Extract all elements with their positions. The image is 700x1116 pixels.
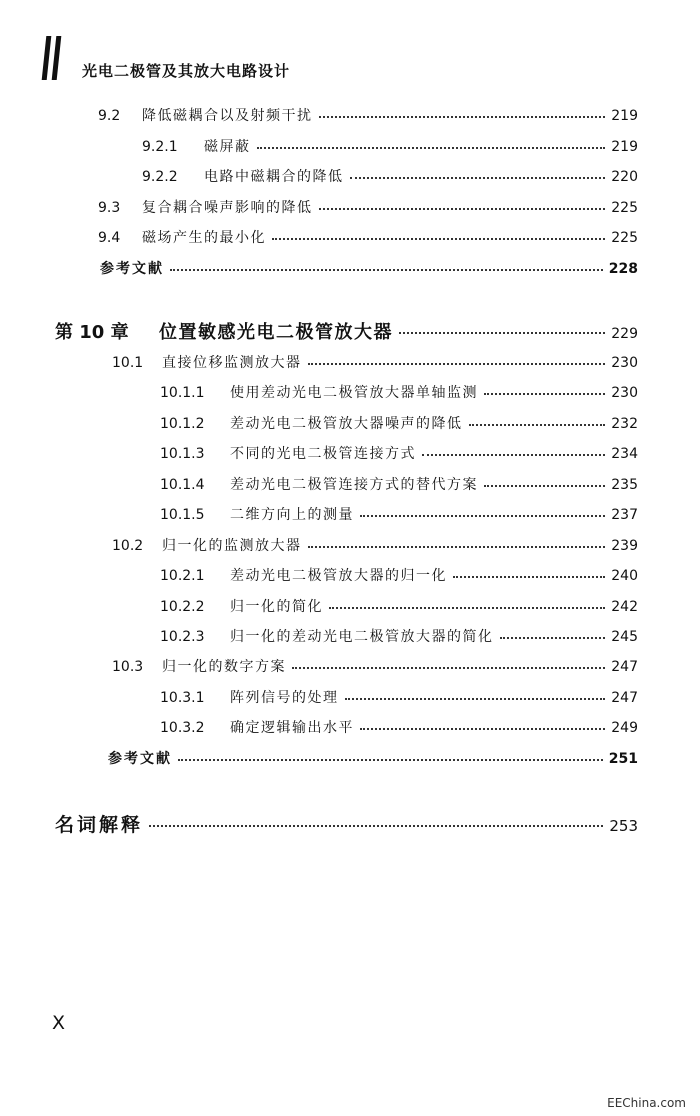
section-title: 归一化的差动光电二极管放大器的简化	[230, 629, 494, 645]
section-number: 9.4	[98, 230, 121, 246]
dot-leader	[319, 208, 606, 210]
section-title: 阵列信号的处理	[230, 690, 339, 706]
toc-entry-references-ch9[interactable]	[100, 258, 638, 278]
section-number: 9.2	[98, 108, 121, 124]
dot-leader	[329, 607, 605, 609]
section-title: 确定逻辑输出水平	[230, 720, 354, 736]
section-number: 10.2.2	[160, 599, 205, 615]
page-number: 249	[611, 720, 638, 736]
section-title: 磁屏蔽	[204, 139, 251, 155]
toc-entry-10-2-2[interactable]	[160, 596, 638, 616]
page-number: 247	[611, 659, 638, 675]
section-number: 10.1	[112, 355, 144, 371]
section-title: 参考文献	[108, 751, 172, 767]
page-number: 251	[608, 751, 638, 767]
toc-entry-10-2-3[interactable]	[160, 626, 638, 646]
section-title: 名词解释	[55, 814, 144, 836]
page-number: 230	[611, 355, 638, 371]
dot-leader	[292, 667, 605, 669]
toc-entry-10-3-1[interactable]	[160, 687, 638, 707]
section-number: 10.1.4	[160, 477, 205, 493]
section-number: 10.3.1	[160, 690, 205, 706]
page-number: 253	[609, 817, 638, 835]
section-number: 9.2.1	[142, 139, 178, 155]
section-title: 参考文献	[100, 261, 164, 277]
dot-leader	[257, 147, 606, 149]
page-number: 234	[611, 446, 638, 462]
section-number: 10.2.1	[160, 568, 205, 584]
section-title: 复合耦合噪声影响的降低	[142, 200, 313, 216]
section-title: 二维方向上的测量	[230, 507, 354, 523]
dot-leader	[422, 454, 605, 456]
section-title: 归一化的监测放大器	[162, 538, 302, 554]
dot-leader	[272, 238, 605, 240]
book-title: 光电二极管及其放大电路设计	[82, 62, 291, 80]
dot-leader	[484, 393, 605, 395]
toc-entry-9-2-2[interactable]	[142, 166, 638, 186]
dot-leader	[178, 759, 603, 761]
page-number: 239	[611, 538, 638, 554]
section-number: 10.1.1	[160, 385, 205, 401]
toc-entry-glossary[interactable]	[55, 810, 638, 837]
dot-leader	[350, 177, 606, 179]
dot-leader	[149, 825, 603, 827]
toc-entry-9-2[interactable]	[98, 105, 638, 125]
toc-entry-10-1-2[interactable]	[160, 413, 638, 433]
section-number: 10.3	[112, 659, 144, 675]
header-bars-icon	[40, 36, 64, 80]
page-number: 237	[611, 507, 638, 523]
page-number: 232	[611, 416, 638, 432]
section-title: 归一化的简化	[230, 599, 323, 615]
dot-leader	[500, 637, 606, 639]
section-number: 9.2.2	[142, 169, 178, 185]
section-title: 差动光电二极管连接方式的替代方案	[230, 477, 478, 493]
dot-leader	[469, 424, 606, 426]
section-title: 差动光电二极管放大器噪声的降低	[230, 416, 463, 432]
chapter-title: 位置敏感光电二极管放大器	[159, 322, 393, 343]
section-title: 使用差动光电二极管放大器单轴监测	[230, 385, 478, 401]
toc-entry-9-3[interactable]	[98, 197, 638, 217]
dot-leader	[453, 576, 605, 578]
section-number: 10.2	[112, 538, 144, 554]
toc-entry-10-1-4[interactable]	[160, 474, 638, 494]
dot-leader	[345, 698, 606, 700]
page-number: 228	[608, 261, 638, 277]
watermark: EEChina.com	[607, 1096, 686, 1110]
toc-entry-10-1[interactable]	[112, 352, 638, 372]
toc-entry-10-2[interactable]	[112, 535, 638, 555]
toc-entry-10-3[interactable]	[112, 656, 638, 676]
dot-leader	[484, 485, 605, 487]
section-number: 10.2.3	[160, 629, 205, 645]
section-number: 10.1.2	[160, 416, 205, 432]
chapter-number: 第 10 章	[55, 322, 129, 343]
page-folio: X	[52, 1012, 66, 1034]
section-title: 电路中磁耦合的降低	[204, 169, 344, 185]
section-number: 10.1.5	[160, 507, 205, 523]
section-number: 10.3.2	[160, 720, 205, 736]
page-number: 225	[611, 200, 638, 216]
toc-entry-10-1-5[interactable]	[160, 504, 638, 524]
page-number: 242	[611, 599, 638, 615]
dot-leader	[360, 728, 605, 730]
section-title: 不同的光电二极管连接方式	[230, 446, 416, 462]
section-number: 10.1.3	[160, 446, 205, 462]
toc-entry-10-3-2[interactable]	[160, 717, 638, 737]
dot-leader	[319, 116, 606, 118]
page-number: 245	[611, 629, 638, 645]
toc-entry-10-2-1[interactable]	[160, 565, 638, 585]
dot-leader	[399, 332, 605, 334]
page-number: 229	[611, 326, 638, 342]
page-number: 235	[611, 477, 638, 493]
page-number: 219	[611, 139, 638, 155]
toc-entry-references-ch10[interactable]	[108, 748, 638, 768]
page-number: 240	[611, 568, 638, 584]
page-number: 225	[611, 230, 638, 246]
section-title: 磁场产生的最小化	[142, 230, 266, 246]
toc-entry-9-2-1[interactable]	[142, 136, 638, 156]
page-number: 220	[611, 169, 638, 185]
dot-leader	[308, 363, 606, 365]
dot-leader	[360, 515, 605, 517]
toc-entry-10-1-3[interactable]	[160, 443, 638, 463]
section-title: 差动光电二极管放大器的归一化	[230, 568, 447, 584]
section-number: 9.3	[98, 200, 121, 216]
page-number: 219	[611, 108, 638, 124]
toc-entry-10-1-1[interactable]	[160, 382, 638, 402]
page-number: 230	[611, 385, 638, 401]
page-number: 247	[611, 690, 638, 706]
dot-leader	[170, 269, 603, 271]
dot-leader	[308, 546, 606, 548]
section-title: 归一化的数字方案	[162, 659, 286, 675]
toc-entry-chapter-10[interactable]	[55, 318, 638, 344]
section-title: 直接位移监测放大器	[162, 355, 302, 371]
toc-entry-9-4[interactable]	[98, 227, 638, 247]
section-title: 降低磁耦合以及射频干扰	[142, 108, 313, 124]
